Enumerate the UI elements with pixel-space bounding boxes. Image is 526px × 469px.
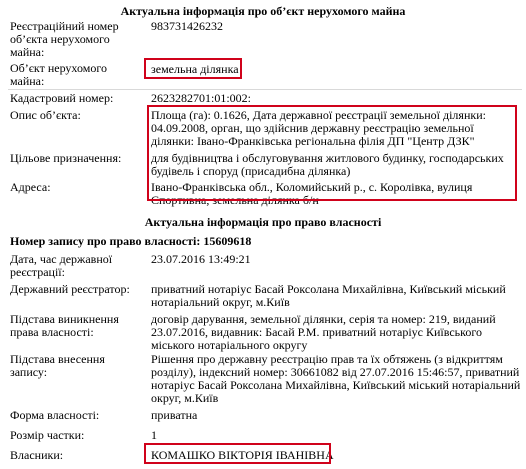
label-share-size: Розмір частки:: [10, 428, 85, 442]
value-state-registrar: приватний нотаріус Басай Роксолана Михайлівна, Київський міський нотаріальний округ, м.Київ: [151, 282, 506, 309]
value-address: Івано-Франківська обл., Коломийський р., с. Королівка, вулиця Спортивна, земельна ділянка б/н: [151, 180, 473, 207]
label-cadastral-number: Кадастровий номер:: [10, 91, 114, 105]
label-owners: Власники:: [10, 448, 64, 462]
value-cadastral-number: 2623282701:01:002:: [151, 91, 252, 105]
value-purpose: для будівництва і обслуговування житлового будинку, господарських будівель і споруд (присадибна ділянка): [151, 151, 504, 178]
section-title-ownership: Актуальна інформація про право власності: [144, 215, 382, 229]
label-object-description: Опис об’єкта:: [10, 108, 81, 122]
label-address: Адреса:: [10, 180, 51, 194]
record-number-line: [10, 235, 251, 248]
label-record-basis: Підстава внесення запису:: [10, 352, 105, 379]
value-ownership-form: приватна: [151, 408, 198, 422]
highlight-property-object: [144, 58, 242, 79]
label-ownership-basis: Підстава виникнення права власності:: [10, 312, 119, 339]
value-registration-number: 983731426232: [151, 19, 223, 33]
label-ownership-form: Форма власності:: [10, 408, 100, 422]
label-registration-number: Реєстраційний номер об’єкта нерухомого майна:: [10, 19, 119, 59]
label-state-registrar: Державний реєстратор:: [10, 282, 130, 296]
label-property-object: Об’єкт нерухомого майна:: [10, 61, 107, 88]
highlight-description-block: [147, 105, 517, 201]
highlight-owner: [144, 443, 331, 464]
row-divider: [8, 89, 522, 90]
value-property-object: земельна ділянка: [151, 62, 239, 76]
value-ownership-basis: договір дарування, земельної ділянки, серія та номер: 219, виданий 23.07.2016, видавник: Басай Р.М. приватний нотаріус Київського міського нотаріального округу: [151, 312, 496, 352]
label-purpose: Цільове призначення:: [10, 151, 122, 165]
section-title-property: Актуальна інформація про об’єкт нерухомого майна: [120, 4, 406, 18]
record-number-label: Номер запису про право власності:: [10, 234, 201, 248]
value-share-size: 1: [151, 428, 157, 442]
record-number-value: 15609618: [203, 234, 252, 248]
value-owners: КОМАШКО ВІКТОРІЯ ІВАНІВНА: [151, 448, 334, 462]
value-registration-date: 23.07.2016 13:49:21: [151, 252, 251, 266]
value-object-description: Площа (га): 0.1626, Дата державної реєстрації земельної ділянки: 04.09.2008, орган, що здійснив державну реєстрацію земельної ділянки: Івано-Франківська регіональна філія ДП "Центр ДЗК": [151, 108, 486, 148]
value-record-basis: Рішення про державну реєстрацію прав та їх обтяжень (з відкриттям розділу), індексний номер: 30661082 від 27.07.2016 15:46:57, приватний нотаріус Басай Роксолана Михайлівна, Київський міський нотаріальний округ, м.Київ: [151, 352, 521, 405]
label-registration-date: Дата, час державної реєстрації:: [10, 252, 113, 279]
